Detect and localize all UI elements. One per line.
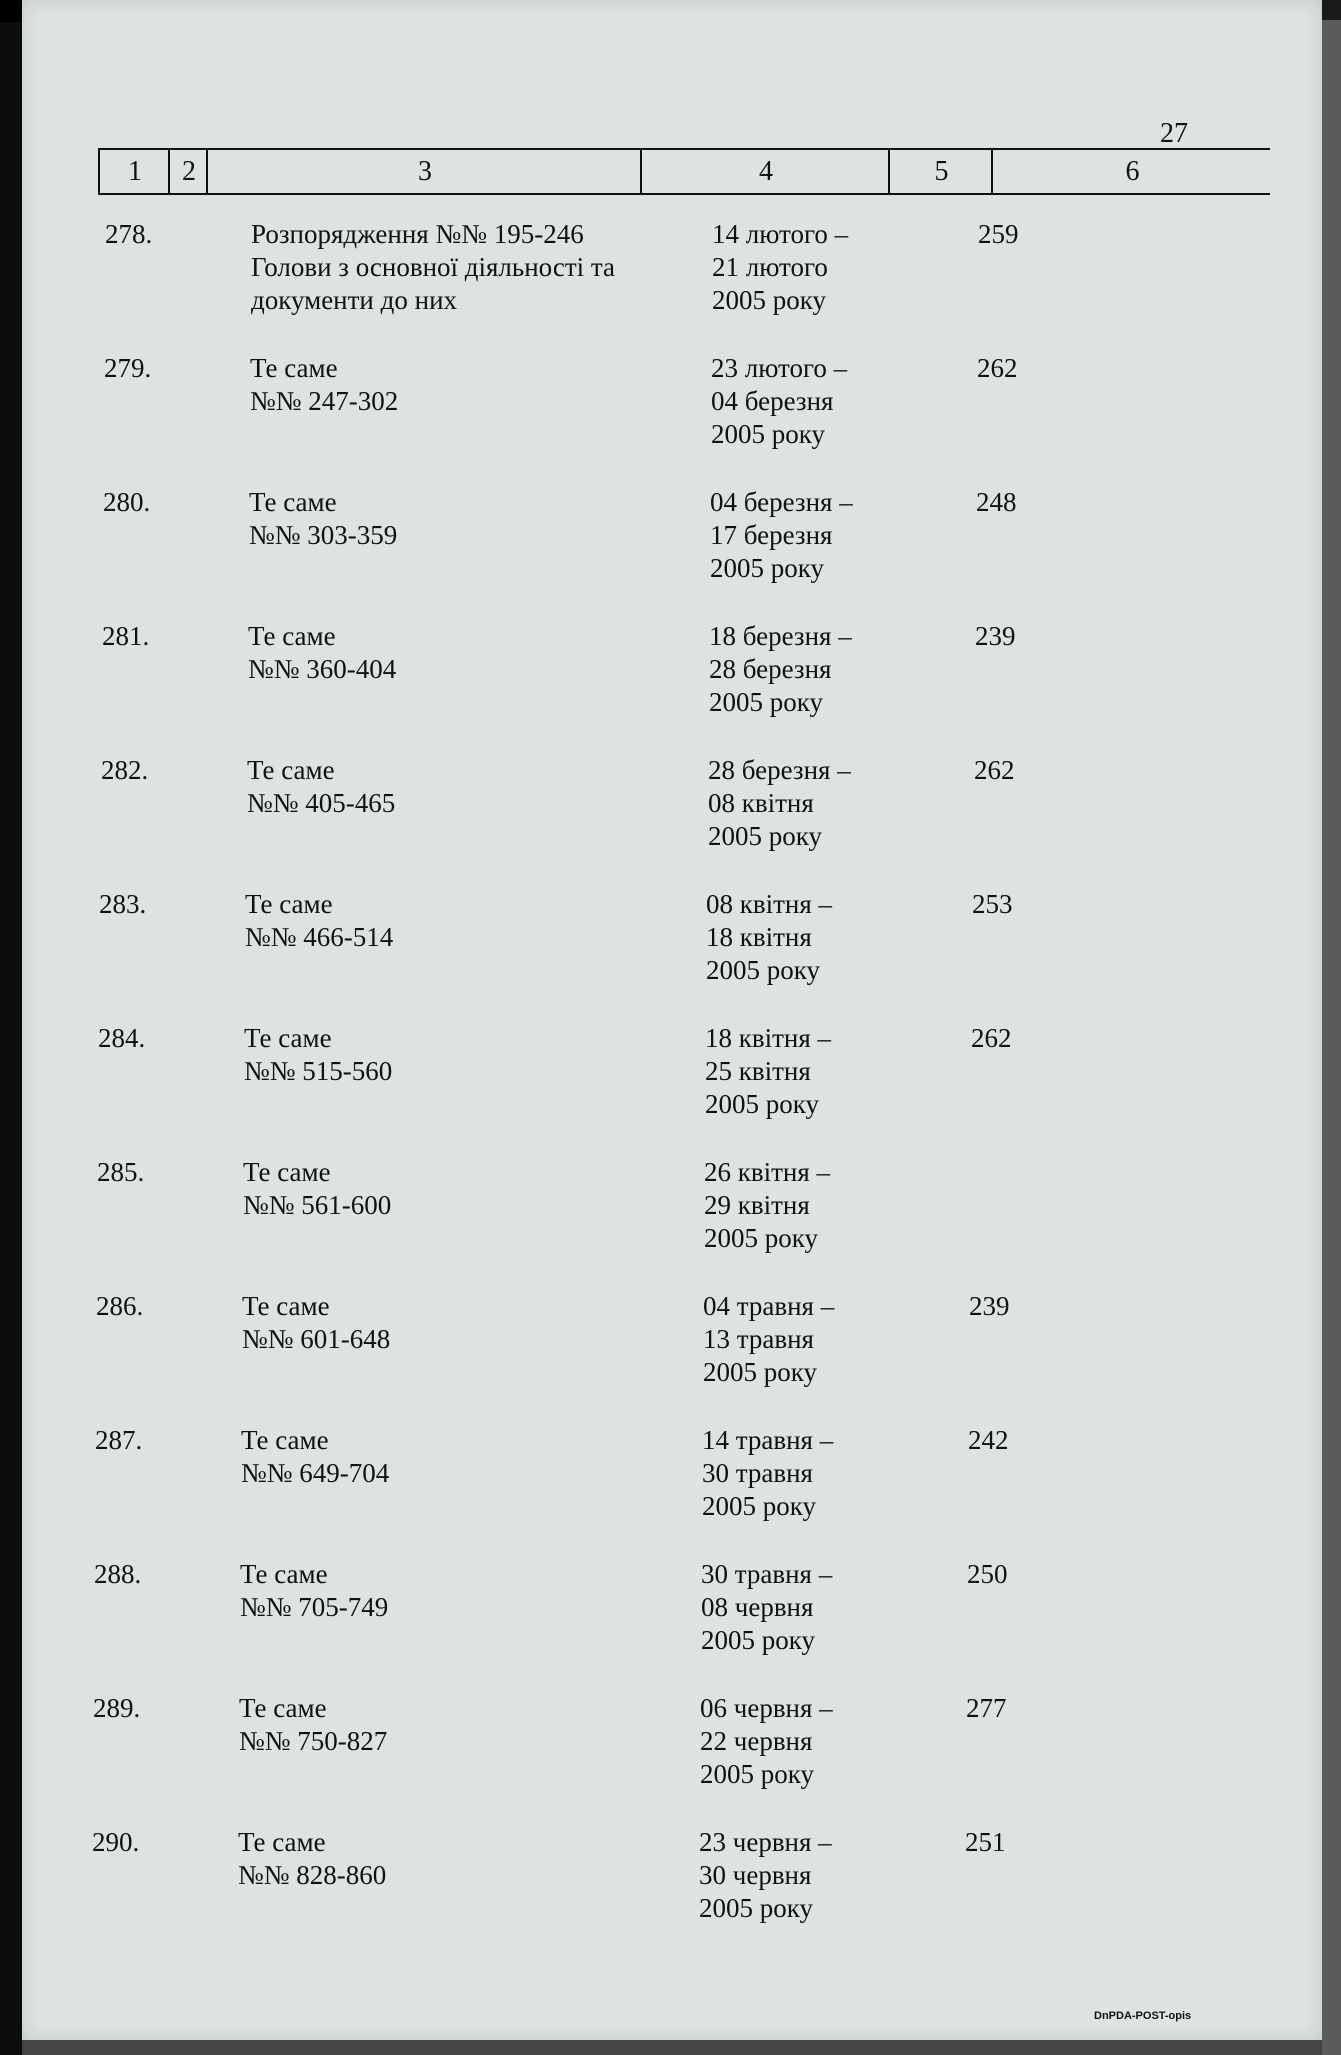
row-dates	[711, 352, 911, 451]
description-line: Те саме	[239, 1693, 327, 1723]
row-description	[243, 1156, 703, 1222]
description-line: №№ 247-302	[250, 386, 399, 416]
header-col-2: 2	[168, 150, 208, 193]
date-line: 14 лютого –	[712, 219, 849, 249]
row-description	[241, 1424, 701, 1490]
description-line: №№ 515-560	[244, 1056, 393, 1086]
date-line: 2005 року	[709, 687, 823, 717]
row-description	[238, 1826, 698, 1892]
date-line: 04 березня –	[710, 487, 853, 517]
row-dates	[701, 1558, 901, 1657]
date-line: 25 квітня	[705, 1056, 811, 1086]
description-line: №№ 360-404	[248, 654, 397, 684]
description-line: №№ 649-704	[241, 1458, 390, 1488]
date-line: 22 червня	[700, 1726, 813, 1756]
row-number: 285.	[97, 1157, 145, 1187]
row-description	[245, 888, 705, 954]
row-number: 283.	[99, 889, 147, 919]
description-line: Те саме	[241, 1425, 329, 1455]
date-line: 30 травня	[702, 1458, 813, 1488]
row-sheet-count: 262	[977, 353, 1018, 383]
row-number: 280.	[103, 487, 151, 517]
date-line: 18 квітня	[706, 922, 812, 952]
row-sheet-count: 262	[974, 755, 1015, 785]
header-col-1: 1	[98, 150, 170, 193]
date-line: 2005 року	[705, 1089, 819, 1119]
description-line: Те саме	[244, 1023, 332, 1053]
date-line: 2005 року	[699, 1893, 813, 1923]
date-line: 13 травня	[703, 1324, 814, 1354]
table-header	[98, 148, 1270, 195]
description-line: документи до них	[251, 285, 458, 315]
date-line: 30 червня	[699, 1860, 812, 1890]
row-description	[249, 486, 709, 552]
date-line: 2005 року	[706, 955, 820, 985]
row-dates	[710, 486, 910, 585]
date-line: 2005 року	[710, 553, 824, 583]
date-line: 23 червня –	[699, 1827, 832, 1857]
row-dates	[702, 1424, 902, 1523]
date-line: 18 квітня –	[705, 1023, 832, 1053]
row-sheet-count: 259	[978, 219, 1019, 249]
page-right-shadow	[1322, 20, 1341, 2055]
date-line: 14 травня –	[702, 1425, 834, 1455]
description-line: №№ 303-359	[249, 520, 398, 550]
row-dates	[705, 1022, 905, 1121]
row-number: 290.	[92, 1827, 140, 1857]
row-dates	[703, 1290, 903, 1389]
header-col-5: 5	[888, 150, 993, 193]
description-line: Те саме	[249, 487, 337, 517]
date-line: 2005 року	[708, 821, 822, 851]
row-sheet-count: 248	[976, 487, 1017, 517]
description-line: №№ 561-600	[243, 1190, 392, 1220]
row-number: 284.	[98, 1023, 146, 1053]
row-sheet-count: 242	[968, 1425, 1009, 1455]
row-dates	[700, 1692, 900, 1791]
row-sheet-count: 250	[967, 1559, 1008, 1589]
description-line: №№ 705-749	[240, 1592, 389, 1622]
document-page	[22, 0, 1322, 2040]
scan-bottom-edge	[22, 2040, 1341, 2055]
row-description	[248, 620, 708, 686]
row-sheet-count: 239	[969, 1291, 1010, 1321]
row-number: 282.	[101, 755, 149, 785]
description-line: Те саме	[238, 1827, 326, 1857]
date-line: 28 березня –	[708, 755, 851, 785]
row-dates	[699, 1826, 899, 1925]
row-sheet-count: 277	[966, 1693, 1007, 1723]
description-line: Те саме	[250, 353, 338, 383]
description-line: Те саме	[247, 755, 335, 785]
row-dates	[704, 1156, 904, 1255]
row-number: 288.	[94, 1559, 142, 1589]
date-line: 29 квітня	[704, 1190, 810, 1220]
archive-mark: DnPDA-POST-opis	[1094, 2010, 1192, 2022]
row-number: 287.	[95, 1425, 143, 1455]
description-line: Розпорядження №№ 195-246	[251, 219, 584, 249]
date-line: 18 березня –	[709, 621, 852, 651]
description-line: №№ 405-465	[247, 788, 396, 818]
scan-left-edge	[0, 0, 22, 2055]
description-line: Те саме	[242, 1291, 330, 1321]
row-sheet-count: 262	[971, 1023, 1012, 1053]
date-line: 28 березня	[709, 654, 832, 684]
row-number: 279.	[104, 353, 152, 383]
description-line: Те саме	[245, 889, 333, 919]
description-line: Те саме	[243, 1157, 331, 1187]
date-line: 2005 року	[702, 1491, 816, 1521]
row-description	[251, 218, 711, 317]
date-line: 08 квітня	[708, 788, 814, 818]
row-dates	[706, 888, 906, 987]
row-dates	[708, 754, 908, 853]
date-line: 30 травня –	[701, 1559, 833, 1589]
description-line: Те саме	[248, 621, 336, 651]
row-number: 281.	[102, 621, 150, 651]
date-line: 17 березня	[710, 520, 833, 550]
row-sheet-count: 251	[965, 1827, 1006, 1857]
date-line: 08 червня	[701, 1592, 814, 1622]
row-number: 286.	[96, 1291, 144, 1321]
description-line: Голови з основної діяльності та	[251, 252, 615, 282]
description-line: №№ 466-514	[245, 922, 394, 952]
row-dates	[709, 620, 909, 719]
header-col-4: 4	[640, 150, 890, 193]
row-description	[242, 1290, 702, 1356]
date-line: 2005 року	[704, 1223, 818, 1253]
date-line: 26 квітня –	[704, 1157, 831, 1187]
date-line: 2005 року	[712, 285, 826, 315]
row-description	[240, 1558, 700, 1624]
row-description	[247, 754, 707, 820]
date-line: 2005 року	[701, 1625, 815, 1655]
row-number: 278.	[105, 219, 153, 249]
date-line: 04 травня –	[703, 1291, 835, 1321]
date-line: 2005 року	[711, 419, 825, 449]
date-line: 21 лютого	[712, 252, 828, 282]
header-col-6: 6	[991, 150, 1272, 193]
row-dates	[712, 218, 912, 317]
description-line: Те саме	[240, 1559, 328, 1589]
date-line: 06 червня –	[700, 1693, 833, 1723]
row-number: 289.	[93, 1693, 141, 1723]
row-description	[239, 1692, 699, 1758]
description-line: №№ 828-860	[238, 1860, 387, 1890]
date-line: 04 березня	[711, 386, 834, 416]
date-line: 2005 року	[703, 1357, 817, 1387]
row-description	[244, 1022, 704, 1088]
row-description	[250, 352, 710, 418]
date-line: 23 лютого –	[711, 353, 848, 383]
header-col-3: 3	[206, 150, 642, 193]
date-line: 2005 року	[700, 1759, 814, 1789]
row-sheet-count: 239	[975, 621, 1016, 651]
description-line: №№ 750-827	[239, 1726, 388, 1756]
description-line: №№ 601-648	[242, 1324, 391, 1354]
page-number: 27	[1160, 118, 1188, 149]
date-line: 08 квітня –	[706, 889, 833, 919]
row-sheet-count: 253	[972, 889, 1013, 919]
